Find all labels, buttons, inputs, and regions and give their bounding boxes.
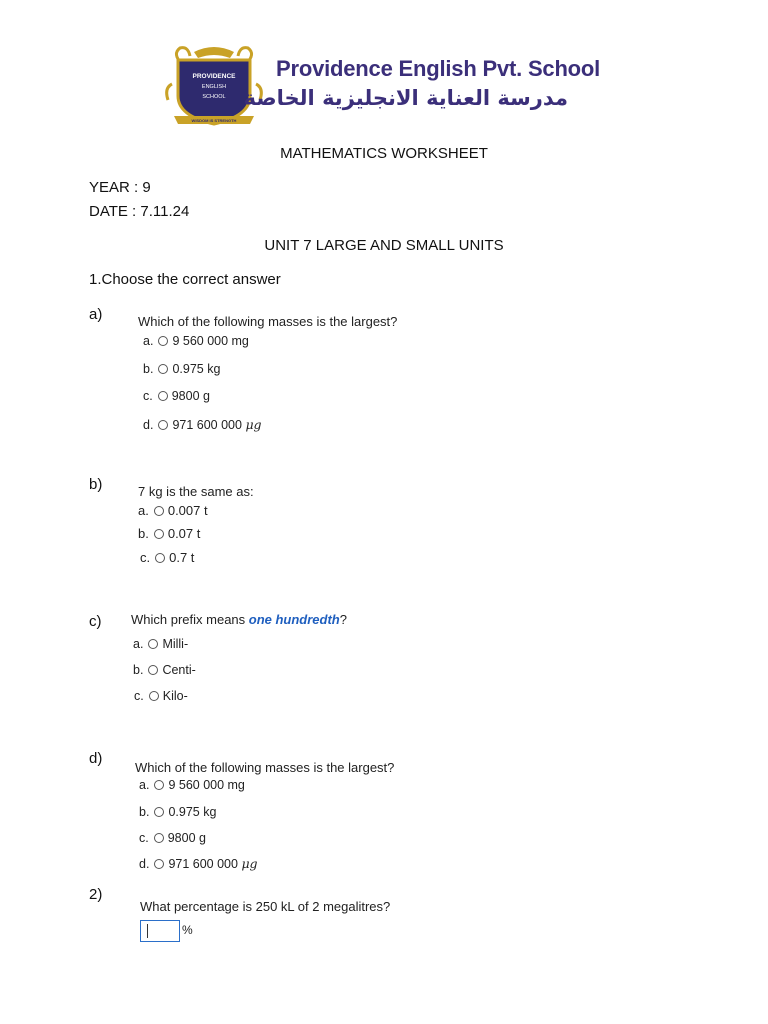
option-letter: d.	[143, 417, 154, 432]
option-text: 971 600 000	[168, 856, 238, 871]
option-letter: c.	[139, 831, 149, 845]
question-d-option-a[interactable]	[139, 778, 245, 792]
radio-button[interactable]	[149, 691, 159, 701]
question-d-option-b[interactable]	[139, 805, 216, 819]
section-instruction: 1.Choose the correct answer	[89, 271, 281, 288]
option-letter: a.	[143, 334, 154, 348]
question-d-text: Which of the following masses is the largest?	[135, 760, 395, 775]
question-d-option-d[interactable]	[139, 856, 258, 871]
date-line: DATE : 7.11.24	[89, 203, 190, 220]
crest-motto: WISDOM IS STRENGTH	[191, 118, 237, 123]
question-2-text: What percentage is 250 kL of 2 megalitres?	[140, 899, 391, 914]
option-letter: a.	[139, 778, 150, 792]
option-text: 9 560 000 mg	[168, 778, 245, 792]
radio-button[interactable]	[154, 506, 164, 516]
option-text: Kilo-	[162, 689, 188, 703]
question-a-option-a[interactable]	[143, 334, 249, 348]
question-b-option-c[interactable]	[140, 550, 194, 565]
option-text: 0.07 t	[167, 526, 201, 541]
question-c-option-a[interactable]	[133, 637, 188, 651]
option-letter: a.	[133, 637, 144, 651]
question-c-text-end: ?	[339, 612, 347, 627]
radio-button[interactable]	[148, 639, 158, 649]
option-unit: μg	[241, 856, 258, 871]
option-letter: b.	[143, 362, 154, 376]
option-letter: b.	[138, 526, 149, 541]
option-letter: d.	[139, 856, 150, 871]
question-b-label: b)	[89, 476, 103, 493]
option-text: 0.007 t	[167, 503, 208, 518]
option-text: 9800 g	[171, 389, 210, 403]
radio-button[interactable]	[148, 665, 158, 675]
radio-button[interactable]	[154, 859, 164, 869]
option-letter: c.	[143, 389, 153, 403]
question-b-option-a[interactable]	[138, 503, 208, 518]
unit-title: UNIT 7 LARGE AND SMALL UNITS	[264, 237, 504, 254]
question-a-option-d[interactable]	[143, 417, 262, 432]
year-line: YEAR : 9	[89, 179, 151, 196]
worksheet-title: MATHEMATICS WORKSHEET	[280, 145, 488, 162]
option-letter: a.	[138, 503, 149, 518]
radio-button[interactable]	[158, 391, 168, 401]
radio-button[interactable]	[158, 364, 168, 374]
question-c-text-start: Which prefix means	[131, 612, 249, 627]
option-text: 0.975 kg	[168, 805, 217, 819]
radio-button[interactable]	[154, 807, 164, 817]
option-letter: b.	[133, 663, 144, 677]
percentage-answer-input[interactable]	[140, 920, 180, 942]
question-c-option-c[interactable]	[134, 689, 188, 703]
option-text: Centi-	[162, 663, 196, 677]
option-unit: μg	[245, 417, 262, 432]
option-text: 971 600 000	[172, 417, 242, 432]
crest-text-line-1: PROVIDENCE	[192, 73, 236, 80]
crest-text-line-2: ENGLISH	[201, 84, 227, 90]
question-c-label: c)	[89, 613, 102, 630]
question-a-option-b[interactable]	[143, 362, 220, 376]
radio-button[interactable]	[154, 780, 164, 790]
question-a-option-c[interactable]	[143, 389, 210, 403]
crest-text-line-3: SCHOOL	[202, 94, 226, 100]
question-b-text: 7 kg is the same as:	[138, 484, 254, 499]
option-text: Milli-	[162, 637, 189, 651]
question-c-emphasis: one hundredth	[248, 612, 340, 627]
school-name-arabic: مدرسة العناية الانجليزية الخاصة	[243, 86, 568, 110]
option-letter: c.	[134, 689, 144, 703]
question-b-option-b[interactable]	[138, 526, 200, 541]
question-a-text: Which of the following masses is the largest?	[138, 314, 398, 329]
school-name-english: Providence English Pvt. School	[276, 56, 601, 81]
radio-button[interactable]	[158, 336, 168, 346]
question-c-text	[131, 612, 347, 627]
radio-button[interactable]	[154, 833, 164, 843]
radio-button[interactable]	[158, 420, 168, 430]
option-text: 9800 g	[167, 831, 206, 845]
option-text: 0.975 kg	[172, 362, 221, 376]
option-letter: c.	[140, 550, 151, 565]
option-text: 9 560 000 mg	[172, 334, 249, 348]
option-text: 0.7 t	[169, 550, 195, 565]
question-a-label: a)	[89, 306, 103, 323]
question-c-option-b[interactable]	[133, 663, 196, 677]
question-d-option-c[interactable]	[139, 831, 206, 845]
percent-suffix: %	[182, 923, 193, 937]
option-letter: b.	[139, 805, 150, 819]
text-caret	[147, 924, 148, 938]
question-d-label: d)	[89, 750, 103, 767]
question-2-label: 2)	[89, 886, 103, 903]
radio-button[interactable]	[155, 553, 165, 563]
radio-button[interactable]	[154, 529, 164, 539]
